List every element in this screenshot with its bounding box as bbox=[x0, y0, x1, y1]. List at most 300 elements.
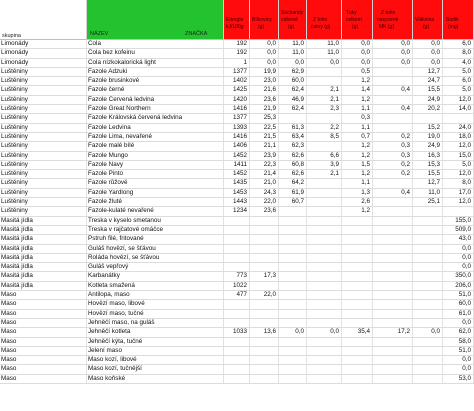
cell-nazev[interactable]: Antilopa, maso bbox=[87, 291, 224, 299]
cell-nasycene[interactable]: 0,0 bbox=[373, 49, 413, 57]
cell-bilkoviny[interactable] bbox=[250, 375, 279, 383]
cell-bilkoviny[interactable]: 23,9 bbox=[250, 152, 279, 160]
cell-nazev[interactable]: Fazole Yardlong bbox=[87, 189, 224, 197]
cell-sacharidy[interactable]: 62,6 bbox=[279, 170, 307, 178]
cell-skupina[interactable]: Masitá jídla bbox=[0, 217, 87, 225]
cell-tuky[interactable]: 1,1 bbox=[342, 179, 373, 187]
cell-sodik[interactable]: 4,0 bbox=[443, 59, 474, 67]
cell-sodik[interactable]: 12,0 bbox=[443, 170, 474, 178]
cell-cukry[interactable] bbox=[307, 226, 342, 234]
cell-sacharidy[interactable] bbox=[279, 217, 307, 225]
cell-cukry[interactable] bbox=[307, 142, 342, 150]
cell-nazev[interactable]: Fazole růžové bbox=[87, 179, 224, 187]
cell-skupina[interactable]: Luštěniny bbox=[0, 207, 87, 215]
cell-sodik[interactable]: 0,0 bbox=[443, 263, 474, 271]
cell-tuky[interactable]: 0,0 bbox=[342, 59, 373, 67]
cell-nasycene[interactable] bbox=[373, 365, 413, 373]
cell-nasycene[interactable]: 0,4 bbox=[373, 86, 413, 94]
cell-nasycene[interactable] bbox=[373, 114, 413, 122]
cell-energie[interactable]: 1402 bbox=[224, 77, 250, 85]
cell-nasycene[interactable] bbox=[373, 96, 413, 104]
cell-vlaknina[interactable]: 15,2 bbox=[413, 124, 443, 132]
header-nasycene[interactable] bbox=[373, 0, 413, 40]
cell-sacharidy[interactable] bbox=[279, 245, 307, 253]
cell-tuky[interactable]: 1,2 bbox=[342, 142, 373, 150]
cell-nasycene[interactable] bbox=[373, 347, 413, 355]
cell-sacharidy[interactable]: 11,0 bbox=[279, 49, 307, 57]
cell-nasycene[interactable] bbox=[373, 207, 413, 215]
cell-vlaknina[interactable]: 24,9 bbox=[413, 142, 443, 150]
cell-nasycene[interactable] bbox=[373, 272, 413, 280]
cell-bilkoviny[interactable]: 21,1 bbox=[250, 142, 279, 150]
cell-cukry[interactable]: 2,1 bbox=[307, 86, 342, 94]
cell-sodik[interactable]: 0,0 bbox=[443, 254, 474, 262]
cell-bilkoviny[interactable]: 21,5 bbox=[250, 133, 279, 141]
cell-nazev[interactable]: Kotleta smažená bbox=[87, 282, 224, 290]
cell-skupina[interactable]: Maso bbox=[0, 356, 87, 364]
cell-sacharidy[interactable]: 64,2 bbox=[279, 179, 307, 187]
cell-sacharidy[interactable] bbox=[279, 114, 307, 122]
cell-tuky[interactable] bbox=[342, 226, 373, 234]
cell-nazev[interactable]: Cola nízkokalorická light bbox=[87, 59, 224, 67]
cell-sodik[interactable]: 51,0 bbox=[443, 347, 474, 355]
cell-cukry[interactable] bbox=[307, 291, 342, 299]
cell-vlaknina[interactable] bbox=[413, 282, 443, 290]
cell-nasycene[interactable]: 0,2 bbox=[373, 170, 413, 178]
cell-sodik[interactable]: 17,0 bbox=[443, 189, 474, 197]
cell-vlaknina[interactable]: 12,7 bbox=[413, 179, 443, 187]
cell-sacharidy[interactable]: 46,9 bbox=[279, 96, 307, 104]
cell-energie[interactable]: 477 bbox=[224, 291, 250, 299]
cell-vlaknina[interactable] bbox=[413, 291, 443, 299]
cell-sacharidy[interactable]: 62,9 bbox=[279, 68, 307, 76]
cell-bilkoviny[interactable] bbox=[250, 319, 279, 327]
cell-sacharidy[interactable] bbox=[279, 272, 307, 280]
cell-bilkoviny[interactable]: 21,4 bbox=[250, 170, 279, 178]
cell-skupina[interactable]: Maso bbox=[0, 347, 87, 355]
cell-vlaknina[interactable] bbox=[413, 114, 443, 122]
cell-sodik[interactable]: 58,0 bbox=[443, 338, 474, 346]
cell-cukry[interactable]: 3,9 bbox=[307, 161, 342, 169]
cell-skupina[interactable]: Masitá jídla bbox=[0, 235, 87, 243]
cell-vlaknina[interactable]: 20,2 bbox=[413, 105, 443, 113]
cell-energie[interactable]: 1425 bbox=[224, 86, 250, 94]
cell-vlaknina[interactable]: 11,0 bbox=[413, 189, 443, 197]
cell-nasycene[interactable]: 0,3 bbox=[373, 152, 413, 160]
cell-sodik[interactable]: 62,0 bbox=[443, 328, 474, 336]
cell-sodik[interactable]: 0,0 bbox=[443, 356, 474, 364]
cell-tuky[interactable]: 1,2 bbox=[342, 152, 373, 160]
cell-energie[interactable]: 1406 bbox=[224, 142, 250, 150]
cell-vlaknina[interactable]: 24,9 bbox=[413, 96, 443, 104]
cell-bilkoviny[interactable] bbox=[250, 235, 279, 243]
cell-nasycene[interactable] bbox=[373, 356, 413, 364]
cell-nazev[interactable]: Fazole Ledvina bbox=[87, 124, 224, 132]
cell-nazev[interactable]: Treska v kyselo smetanou bbox=[87, 217, 224, 225]
cell-energie[interactable] bbox=[224, 263, 250, 271]
cell-nasycene[interactable] bbox=[373, 338, 413, 346]
cell-sacharidy[interactable] bbox=[279, 319, 307, 327]
cell-nazev[interactable]: Maso koňské bbox=[87, 375, 224, 383]
cell-skupina[interactable]: Masitá jídla bbox=[0, 263, 87, 271]
cell-nasycene[interactable] bbox=[373, 226, 413, 234]
cell-cukry[interactable]: 11,0 bbox=[307, 49, 342, 57]
cell-skupina[interactable]: Luštěniny bbox=[0, 198, 87, 206]
cell-sodik[interactable]: 24,0 bbox=[443, 124, 474, 132]
cell-nasycene[interactable] bbox=[373, 235, 413, 243]
cell-bilkoviny[interactable] bbox=[250, 282, 279, 290]
cell-bilkoviny[interactable] bbox=[250, 245, 279, 253]
cell-skupina[interactable]: Limonády bbox=[0, 40, 87, 48]
cell-skupina[interactable]: Masitá jídla bbox=[0, 282, 87, 290]
cell-skupina[interactable]: Luštěniny bbox=[0, 96, 87, 104]
cell-tuky[interactable]: 1,1 bbox=[342, 124, 373, 132]
cell-nazev[interactable]: Fazole Pinto bbox=[87, 170, 224, 178]
cell-sacharidy[interactable] bbox=[279, 310, 307, 318]
cell-sacharidy[interactable] bbox=[279, 291, 307, 299]
cell-skupina[interactable]: Maso bbox=[0, 300, 87, 308]
cell-sodik[interactable]: 43,0 bbox=[443, 235, 474, 243]
cell-bilkoviny[interactable]: 0,0 bbox=[250, 40, 279, 48]
cell-nazev[interactable]: Fazole Mungo bbox=[87, 152, 224, 160]
cell-sodik[interactable]: 0,0 bbox=[443, 319, 474, 327]
cell-vlaknina[interactable] bbox=[413, 365, 443, 373]
cell-sodik[interactable]: 6,0 bbox=[443, 40, 474, 48]
cell-skupina[interactable]: Maso bbox=[0, 338, 87, 346]
cell-nasycene[interactable] bbox=[373, 124, 413, 132]
cell-vlaknina[interactable] bbox=[413, 310, 443, 318]
cell-skupina[interactable]: Luštěniny bbox=[0, 179, 87, 187]
cell-nazev[interactable]: Fazole žluté bbox=[87, 198, 224, 206]
cell-sodik[interactable]: 14,0 bbox=[443, 105, 474, 113]
cell-tuky[interactable]: 1,3 bbox=[342, 189, 373, 197]
cell-nasycene[interactable] bbox=[373, 77, 413, 85]
cell-sacharidy[interactable] bbox=[279, 300, 307, 308]
cell-tuky[interactable] bbox=[342, 272, 373, 280]
cell-vlaknina[interactable]: 16,3 bbox=[413, 152, 443, 160]
cell-sacharidy[interactable]: 60,0 bbox=[279, 77, 307, 85]
cell-energie[interactable]: 1452 bbox=[224, 170, 250, 178]
cell-cukry[interactable]: 2,2 bbox=[307, 124, 342, 132]
cell-sacharidy[interactable] bbox=[279, 338, 307, 346]
cell-energie[interactable]: 1033 bbox=[224, 328, 250, 336]
cell-skupina[interactable]: Masitá jídla bbox=[0, 254, 87, 262]
cell-cukry[interactable] bbox=[307, 263, 342, 271]
cell-cukry[interactable] bbox=[307, 319, 342, 327]
cell-nasycene[interactable]: 0,4 bbox=[373, 189, 413, 197]
cell-tuky[interactable]: 0,7 bbox=[342, 133, 373, 141]
cell-energie[interactable]: 1416 bbox=[224, 133, 250, 141]
cell-vlaknina[interactable]: 19,0 bbox=[413, 133, 443, 141]
cell-tuky[interactable] bbox=[342, 245, 373, 253]
cell-skupina[interactable]: Limonády bbox=[0, 59, 87, 67]
cell-cukry[interactable] bbox=[307, 254, 342, 262]
cell-tuky[interactable] bbox=[342, 254, 373, 262]
cell-bilkoviny[interactable] bbox=[250, 356, 279, 364]
cell-sodik[interactable]: 53,0 bbox=[443, 375, 474, 383]
cell-energie[interactable]: 1443 bbox=[224, 198, 250, 206]
cell-sacharidy[interactable] bbox=[279, 226, 307, 234]
cell-sodik[interactable]: 12,0 bbox=[443, 198, 474, 206]
header-bilkoviny[interactable] bbox=[250, 0, 279, 40]
cell-nasycene[interactable] bbox=[373, 291, 413, 299]
cell-sacharidy[interactable]: 62,6 bbox=[279, 152, 307, 160]
cell-tuky[interactable]: 0,0 bbox=[342, 40, 373, 48]
cell-nazev[interactable]: Fazole malé bílé bbox=[87, 142, 224, 150]
cell-bilkoviny[interactable]: 21,9 bbox=[250, 105, 279, 113]
cell-energie[interactable]: 1022 bbox=[224, 282, 250, 290]
cell-bilkoviny[interactable]: 23,0 bbox=[250, 77, 279, 85]
cell-nasycene[interactable] bbox=[373, 319, 413, 327]
cell-energie[interactable]: 1377 bbox=[224, 114, 250, 122]
cell-bilkoviny[interactable]: 0,0 bbox=[250, 59, 279, 67]
cell-sacharidy[interactable]: 62,3 bbox=[279, 142, 307, 150]
cell-nazev[interactable]: Cola bbox=[87, 40, 224, 48]
cell-cukry[interactable] bbox=[307, 272, 342, 280]
cell-nazev[interactable]: Fazole černé bbox=[87, 86, 224, 94]
cell-skupina[interactable]: Luštěniny bbox=[0, 142, 87, 150]
cell-sodik[interactable]: 5,0 bbox=[443, 86, 474, 94]
cell-cukry[interactable]: 11,0 bbox=[307, 40, 342, 48]
cell-vlaknina[interactable] bbox=[413, 217, 443, 225]
cell-sodik[interactable]: 0,0 bbox=[443, 365, 474, 373]
cell-skupina[interactable]: Masitá jídla bbox=[0, 245, 87, 253]
cell-bilkoviny[interactable]: 0,0 bbox=[250, 49, 279, 57]
cell-energie[interactable]: 1435 bbox=[224, 179, 250, 187]
cell-sodik[interactable]: 51,0 bbox=[443, 291, 474, 299]
cell-energie[interactable] bbox=[224, 356, 250, 364]
cell-bilkoviny[interactable]: 22,0 bbox=[250, 198, 279, 206]
cell-bilkoviny[interactable] bbox=[250, 226, 279, 234]
cell-vlaknina[interactable] bbox=[413, 338, 443, 346]
cell-nazev[interactable]: Guláš vepřový bbox=[87, 263, 224, 271]
header-sodik[interactable] bbox=[443, 0, 474, 40]
cell-skupina[interactable]: Maso bbox=[0, 319, 87, 327]
cell-vlaknina[interactable] bbox=[413, 235, 443, 243]
cell-skupina[interactable]: Luštěniny bbox=[0, 133, 87, 141]
cell-nazev[interactable]: Pstruh filé, fritované bbox=[87, 235, 224, 243]
cell-skupina[interactable]: Maso bbox=[0, 291, 87, 299]
cell-nasycene[interactable]: 0,0 bbox=[373, 40, 413, 48]
cell-nasycene[interactable] bbox=[373, 245, 413, 253]
cell-tuky[interactable]: 1,2 bbox=[342, 170, 373, 178]
cell-bilkoviny[interactable] bbox=[250, 263, 279, 271]
cell-energie[interactable] bbox=[224, 235, 250, 243]
cell-skupina[interactable]: Masitá jídla bbox=[0, 226, 87, 234]
cell-vlaknina[interactable]: 0,0 bbox=[413, 59, 443, 67]
cell-vlaknina[interactable]: 0,0 bbox=[413, 49, 443, 57]
cell-vlaknina[interactable]: 15,5 bbox=[413, 170, 443, 178]
cell-sodik[interactable]: 18,0 bbox=[443, 133, 474, 141]
cell-cukry[interactable] bbox=[307, 338, 342, 346]
cell-nazev[interactable]: Hovězí maso, tučné bbox=[87, 310, 224, 318]
cell-sacharidy[interactable] bbox=[279, 207, 307, 215]
cell-sodik[interactable]: 6,0 bbox=[443, 77, 474, 85]
cell-energie[interactable]: 192 bbox=[224, 40, 250, 48]
cell-tuky[interactable] bbox=[342, 300, 373, 308]
cell-tuky[interactable]: 1,4 bbox=[342, 86, 373, 94]
cell-sacharidy[interactable] bbox=[279, 235, 307, 243]
cell-sacharidy[interactable]: 60,7 bbox=[279, 198, 307, 206]
cell-skupina[interactable]: Maso bbox=[0, 310, 87, 318]
cell-cukry[interactable] bbox=[307, 347, 342, 355]
cell-nasycene[interactable] bbox=[373, 68, 413, 76]
cell-nazev[interactable]: Maso kozí, libové bbox=[87, 356, 224, 364]
cell-nasycene[interactable] bbox=[373, 282, 413, 290]
cell-tuky[interactable] bbox=[342, 338, 373, 346]
cell-nazev[interactable]: Fazole Great Northern bbox=[87, 105, 224, 113]
cell-cukry[interactable] bbox=[307, 310, 342, 318]
cell-cukry[interactable] bbox=[307, 114, 342, 122]
cell-bilkoviny[interactable]: 19,9 bbox=[250, 68, 279, 76]
cell-cukry[interactable] bbox=[307, 282, 342, 290]
cell-energie[interactable] bbox=[224, 310, 250, 318]
cell-skupina[interactable]: Luštěniny bbox=[0, 86, 87, 94]
cell-bilkoviny[interactable]: 22,3 bbox=[250, 161, 279, 169]
cell-energie[interactable] bbox=[224, 245, 250, 253]
cell-cukry[interactable]: 6,6 bbox=[307, 152, 342, 160]
cell-nazev[interactable]: Fazole Lima, nevařené bbox=[87, 133, 224, 141]
cell-vlaknina[interactable] bbox=[413, 207, 443, 215]
cell-vlaknina[interactable]: 12,7 bbox=[413, 68, 443, 76]
cell-sacharidy[interactable]: 62,4 bbox=[279, 105, 307, 113]
cell-tuky[interactable]: 1,2 bbox=[342, 96, 373, 104]
cell-energie[interactable]: 1234 bbox=[224, 207, 250, 215]
cell-bilkoviny[interactable]: 21,6 bbox=[250, 86, 279, 94]
cell-tuky[interactable] bbox=[342, 291, 373, 299]
cell-cukry[interactable] bbox=[307, 356, 342, 364]
cell-vlaknina[interactable] bbox=[413, 375, 443, 383]
cell-nazev[interactable]: Roláda hovězí, se šťávou bbox=[87, 254, 224, 262]
cell-energie[interactable] bbox=[224, 226, 250, 234]
cell-tuky[interactable]: 2,6 bbox=[342, 198, 373, 206]
cell-bilkoviny[interactable] bbox=[250, 365, 279, 373]
cell-vlaknina[interactable] bbox=[413, 272, 443, 280]
cell-nazev[interactable]: Hovězí maso, libové bbox=[87, 300, 224, 308]
cell-nasycene[interactable]: 0,3 bbox=[373, 142, 413, 150]
cell-tuky[interactable] bbox=[342, 217, 373, 225]
cell-tuky[interactable]: 35,4 bbox=[342, 328, 373, 336]
cell-sacharidy[interactable] bbox=[279, 282, 307, 290]
cell-bilkoviny[interactable]: 25,3 bbox=[250, 114, 279, 122]
cell-energie[interactable] bbox=[224, 338, 250, 346]
cell-vlaknina[interactable]: 25,1 bbox=[413, 198, 443, 206]
cell-cukry[interactable] bbox=[307, 235, 342, 243]
cell-sodik[interactable]: 155,0 bbox=[443, 217, 474, 225]
cell-energie[interactable] bbox=[224, 319, 250, 327]
cell-sacharidy[interactable]: 0,0 bbox=[279, 328, 307, 336]
cell-vlaknina[interactable] bbox=[413, 319, 443, 327]
cell-vlaknina[interactable] bbox=[413, 263, 443, 271]
cell-tuky[interactable] bbox=[342, 235, 373, 243]
cell-cukry[interactable] bbox=[307, 77, 342, 85]
cell-skupina[interactable]: Masitá jídla bbox=[0, 272, 87, 280]
cell-nazev[interactable]: Fazole Červená ledvina bbox=[87, 96, 224, 104]
cell-sacharidy[interactable] bbox=[279, 356, 307, 364]
cell-nasycene[interactable] bbox=[373, 179, 413, 187]
cell-cukry[interactable]: 0,0 bbox=[307, 59, 342, 67]
cell-energie[interactable]: 1411 bbox=[224, 161, 250, 169]
cell-nasycene[interactable] bbox=[373, 263, 413, 271]
cell-tuky[interactable]: 1,1 bbox=[342, 105, 373, 113]
header-energie[interactable] bbox=[224, 0, 250, 40]
cell-cukry[interactable] bbox=[307, 217, 342, 225]
cell-nazev[interactable]: Cola bez kofeinu bbox=[87, 49, 224, 57]
cell-sodik[interactable]: 12,0 bbox=[443, 142, 474, 150]
cell-skupina[interactable]: Luštěniny bbox=[0, 68, 87, 76]
cell-cukry[interactable]: 2,1 bbox=[307, 96, 342, 104]
cell-sacharidy[interactable] bbox=[279, 263, 307, 271]
cell-skupina[interactable]: Luštěniny bbox=[0, 114, 87, 122]
cell-energie[interactable] bbox=[224, 300, 250, 308]
cell-nazev[interactable]: Karbanátky bbox=[87, 272, 224, 280]
cell-nasycene[interactable] bbox=[373, 310, 413, 318]
cell-cukry[interactable] bbox=[307, 375, 342, 383]
cell-bilkoviny[interactable]: 13,6 bbox=[250, 328, 279, 336]
cell-bilkoviny[interactable]: 22,0 bbox=[250, 291, 279, 299]
cell-tuky[interactable] bbox=[342, 365, 373, 373]
cell-tuky[interactable]: 0,3 bbox=[342, 114, 373, 122]
cell-sacharidy[interactable] bbox=[279, 375, 307, 383]
cell-bilkoviny[interactable]: 23,6 bbox=[250, 96, 279, 104]
cell-tuky[interactable] bbox=[342, 356, 373, 364]
cell-vlaknina[interactable]: 24,7 bbox=[413, 77, 443, 85]
cell-nasycene[interactable]: 0,2 bbox=[373, 161, 413, 169]
cell-nazev[interactable]: Fazole-kulaté nevařené bbox=[87, 207, 224, 215]
cell-cukry[interactable]: 2,3 bbox=[307, 105, 342, 113]
cell-energie[interactable] bbox=[224, 347, 250, 355]
cell-nazev[interactable]: Fazole Adzuki bbox=[87, 68, 224, 76]
cell-sacharidy[interactable]: 61,3 bbox=[279, 124, 307, 132]
cell-nasycene[interactable] bbox=[373, 254, 413, 262]
cell-bilkoviny[interactable] bbox=[250, 300, 279, 308]
cell-sodik[interactable]: 61,0 bbox=[443, 310, 474, 318]
cell-sacharidy[interactable] bbox=[279, 365, 307, 373]
cell-energie[interactable]: 1420 bbox=[224, 96, 250, 104]
cell-bilkoviny[interactable] bbox=[250, 338, 279, 346]
cell-skupina[interactable]: Luštěniny bbox=[0, 170, 87, 178]
cell-nazev[interactable]: Jehněčí kotleta bbox=[87, 328, 224, 336]
cell-sacharidy[interactable]: 11,0 bbox=[279, 40, 307, 48]
header-tuky[interactable] bbox=[342, 0, 373, 40]
cell-bilkoviny[interactable]: 23,6 bbox=[250, 207, 279, 215]
cell-sodik[interactable]: 8,0 bbox=[443, 179, 474, 187]
cell-sacharidy[interactable]: 62,4 bbox=[279, 86, 307, 94]
cell-energie[interactable] bbox=[224, 254, 250, 262]
cell-cukry[interactable]: 8,5 bbox=[307, 133, 342, 141]
cell-sodik[interactable]: 15,0 bbox=[443, 152, 474, 160]
cell-nazev[interactable]: Jehněčí kýta, tučné bbox=[87, 338, 224, 346]
cell-cukry[interactable] bbox=[307, 198, 342, 206]
cell-nazev[interactable]: Maso kozí, tučnější bbox=[87, 365, 224, 373]
cell-vlaknina[interactable] bbox=[413, 245, 443, 253]
cell-bilkoviny[interactable]: 21,0 bbox=[250, 179, 279, 187]
header-sacharidy[interactable] bbox=[279, 0, 307, 40]
cell-energie[interactable]: 773 bbox=[224, 272, 250, 280]
cell-nazev[interactable]: Fazole Královská červená ledvina bbox=[87, 114, 224, 122]
cell-skupina[interactable]: Maso bbox=[0, 375, 87, 383]
cell-cukry[interactable] bbox=[307, 189, 342, 197]
cell-bilkoviny[interactable]: 22,5 bbox=[250, 124, 279, 132]
cell-tuky[interactable]: 1,5 bbox=[342, 161, 373, 169]
cell-vlaknina[interactable]: 0,0 bbox=[413, 40, 443, 48]
cell-nazev[interactable]: Guláš hovězí, se šťávou bbox=[87, 245, 224, 253]
cell-energie[interactable] bbox=[224, 365, 250, 373]
cell-bilkoviny[interactable] bbox=[250, 347, 279, 355]
cell-sodik[interactable] bbox=[443, 114, 474, 122]
cell-bilkoviny[interactable]: 24,3 bbox=[250, 189, 279, 197]
cell-vlaknina[interactable]: 15,5 bbox=[413, 86, 443, 94]
